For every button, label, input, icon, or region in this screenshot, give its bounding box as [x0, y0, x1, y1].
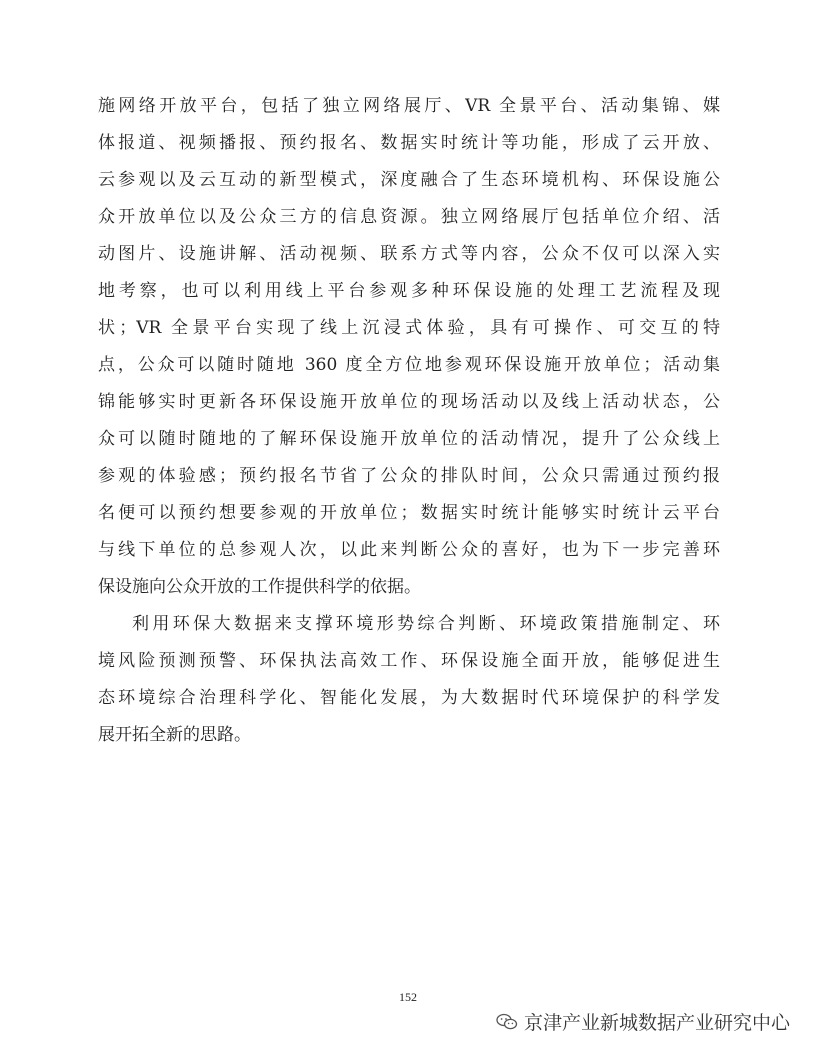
text-line: 参观的体验感；预约报名节省了公众的排队时间，公众只需通过预约报 [98, 466, 720, 486]
text-line: 众开放单位以及公众三方的信息资源。独立网络展厅包括单位介绍、活 [98, 207, 720, 227]
text-line: 施网络开放平台，包括了独立网络展厅、VR 全景平台、活动集锦、媒 [98, 96, 720, 116]
text-line: 动图片、设施讲解、活动视频、联系方式等内容，公众不仅可以深入实 [98, 244, 720, 264]
text-line: 展开拓全新的思路。 [98, 725, 251, 745]
text-line: 众可以随时随地的了解环保设施开放单位的活动情况，提升了公众线上 [98, 429, 720, 449]
text-line: 锦能够实时更新各环保设施开放单位的现场活动以及线上活动状态，公 [98, 392, 720, 412]
text-line: 云参观以及云互动的新型模式，深度融合了生态环境机构、环保设施公 [98, 170, 720, 190]
text-line: 点，公众可以随时随地 360 度全方位地参观环保设施开放单位；活动集 [98, 355, 720, 375]
text-line: 状；VR 全景平台实现了线上沉浸式体验，具有可操作、可交互的特 [98, 318, 720, 338]
watermark-text: 京津产业新城数据产业研究中心 [523, 1012, 790, 1034]
text-line: 境风险预测预警、环保执法高效工作、环保设施全面开放，能够促进生 [98, 651, 720, 671]
text-line: 与线下单位的总参观人次，以此来判断公众的喜好，也为下一步完善环 [98, 540, 720, 560]
text-line: 名便可以预约想要参观的开放单位；数据实时统计能够实时统计云平台 [98, 503, 720, 523]
source-watermark [496, 1008, 790, 1035]
paragraph-2 [98, 606, 720, 754]
text-line: 地考察，也可以利用线上平台参观多种环保设施的处理工艺流程及现 [98, 281, 720, 301]
text-line: 保设施向公众开放的工作提供科学的依据。 [98, 577, 421, 597]
text-line: 利用环保大数据来支撑环境形势综合判断、环境政策措施制定、环 [132, 614, 720, 634]
page-number: 152 [399, 990, 417, 1004]
paragraph-1 [98, 88, 720, 606]
wechat-icon [496, 1013, 518, 1031]
body-text [98, 88, 720, 754]
text-line: 体报道、视频播报、预约报名、数据实时统计等功能，形成了云开放、 [98, 133, 720, 153]
text-line: 态环境综合治理科学化、智能化发展，为大数据时代环境保护的科学发 [98, 688, 720, 708]
